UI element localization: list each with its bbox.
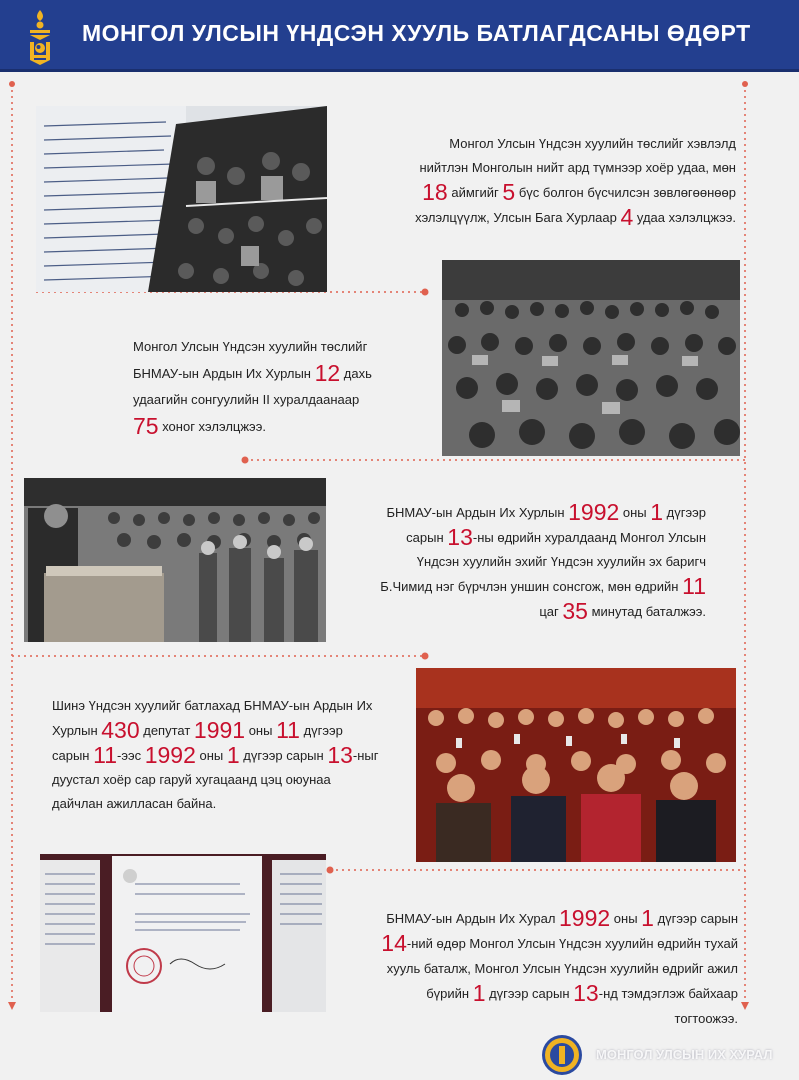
speaker-at-podium-photo: [24, 478, 326, 642]
highlighted-number: 1: [472, 980, 486, 1006]
highlighted-number: 13: [327, 742, 353, 768]
section-text-fragment: дүгээр сарын: [653, 911, 738, 926]
highlighted-number: 11: [276, 717, 300, 743]
highlighted-number: 18: [422, 179, 448, 205]
section-text-fragment: -ний өдөр Монгол Улсын Үндсэн хуулийн өдрийн тухай хууль баталж, Монгол Улсын Үндсэн хуулийн өдрийг ажил бүрийн: [386, 936, 738, 1001]
document-and-meeting-collage-photo: [36, 106, 327, 292]
section-text-fragment: дүгээр сарын: [485, 986, 574, 1001]
section-text-fragment: минутад баталжээ.: [587, 604, 706, 619]
highlighted-number: 4: [620, 204, 634, 230]
section-text-fragment: БНМАУ-ын Ардын Их Хурлын: [386, 505, 569, 520]
highlighted-number: 5: [502, 179, 516, 205]
section-text-fragment: оны: [195, 748, 227, 763]
highlighted-number: 12: [314, 360, 341, 386]
assembly-hall-audience-photo: [442, 260, 740, 456]
section-text-fragment: дүгээр сарын: [406, 505, 706, 545]
section-text-fragment: Монгол Улсын Үндсэн хуулийн төслийг хэвлэлд нийтлэн Монголын нийт ард түмнээр хоёр удаа, мөн: [419, 136, 736, 175]
deputies-voting-color-photo: [416, 668, 736, 862]
section-text-fragment: депутат: [139, 723, 194, 738]
section-text-fragment: бүс болгон бүсчилсэн зөвлөгөөнөөр хэлэлцүүлж, Улсын Бага Хурлаар: [415, 185, 736, 225]
section-2-text: [133, 334, 373, 440]
section-text-fragment: -ны өдрийн хуралдаанд Монгол Улсын Үндсэн хуулийн эхийг Үндсэн хуулийн эх баригч Б.Чимид нэг бүрчлэн уншин сонсгож, мөн өдрийн: [380, 530, 706, 594]
highlighted-number: 1: [226, 742, 240, 768]
parliament-emblem-icon: [541, 1034, 583, 1076]
section-text-fragment: хоног хэлэлцжээ.: [158, 419, 266, 434]
page-title: МОНГОЛ УЛСЫН ҮНДСЭН ХУУЛЬ БАТЛАГДСАНЫ ӨДӨРТ: [82, 20, 751, 46]
highlighted-number: 11: [682, 573, 706, 599]
section-text-fragment: оны: [245, 723, 277, 738]
section-text-fragment: цаг: [539, 604, 563, 619]
highlighted-number: 14: [381, 930, 407, 956]
highlighted-number: 11: [93, 742, 117, 768]
highlighted-number: 1992: [568, 499, 620, 525]
section-1-text: [400, 132, 736, 230]
section-text-fragment: дүгээр сарын: [52, 723, 343, 763]
section-3-text: [372, 500, 706, 624]
section-text-fragment: дахь удаагийн сонгуулийн II хуралдаанаар: [133, 366, 372, 407]
highlighted-number: 1991: [193, 717, 246, 743]
highlighted-number: 430: [101, 717, 140, 743]
section-5-text: [360, 906, 738, 1031]
header-banner: [0, 0, 799, 72]
section-text-fragment: Монгол Улсын Үндсэн хуулийн төслийг БНМАУ-ын Ардын Их Хурлын: [133, 339, 368, 381]
section-text-fragment: оны: [619, 505, 651, 520]
highlighted-number: 1: [641, 905, 654, 931]
section-text-fragment: -ээс: [117, 748, 145, 763]
highlighted-number: 35: [562, 598, 588, 624]
section-4-text: [52, 694, 382, 816]
highlighted-number: 13: [447, 524, 473, 550]
soyombo-emblem-icon: [20, 8, 60, 66]
highlighted-number: 1992: [144, 742, 196, 768]
section-text-fragment: дүгээр сарын: [239, 748, 328, 763]
highlighted-number: 13: [573, 980, 599, 1006]
section-text-fragment: аймгийг: [447, 185, 503, 200]
section-text-fragment: -нд тэмдэглэж байхаар тогтоожээ.: [598, 986, 738, 1026]
signed-document-photo: [40, 854, 326, 1012]
section-text-fragment: удаа хэлэлцжээ.: [633, 210, 736, 225]
highlighted-number: 1992: [559, 905, 611, 931]
highlighted-number: 1: [650, 499, 664, 525]
section-text-fragment: -ныг дуустал хоёр сар гаруй хугацаанд цэц оюунаа дайчлан ажилласан байна.: [52, 748, 379, 811]
section-text-fragment: БНМАУ-ын Ардын Их Хурал: [386, 911, 560, 926]
section-text-fragment: оны: [610, 911, 642, 926]
footer-organization-name: МОНГОЛ УЛСЫН ИХ ХУРАЛ: [596, 1047, 773, 1062]
section-text-fragment: Шинэ Үндсэн хуулийг батлахад БНМАУ-ын Ардын Их Хурлын: [52, 698, 373, 738]
highlighted-number: 75: [133, 413, 159, 439]
